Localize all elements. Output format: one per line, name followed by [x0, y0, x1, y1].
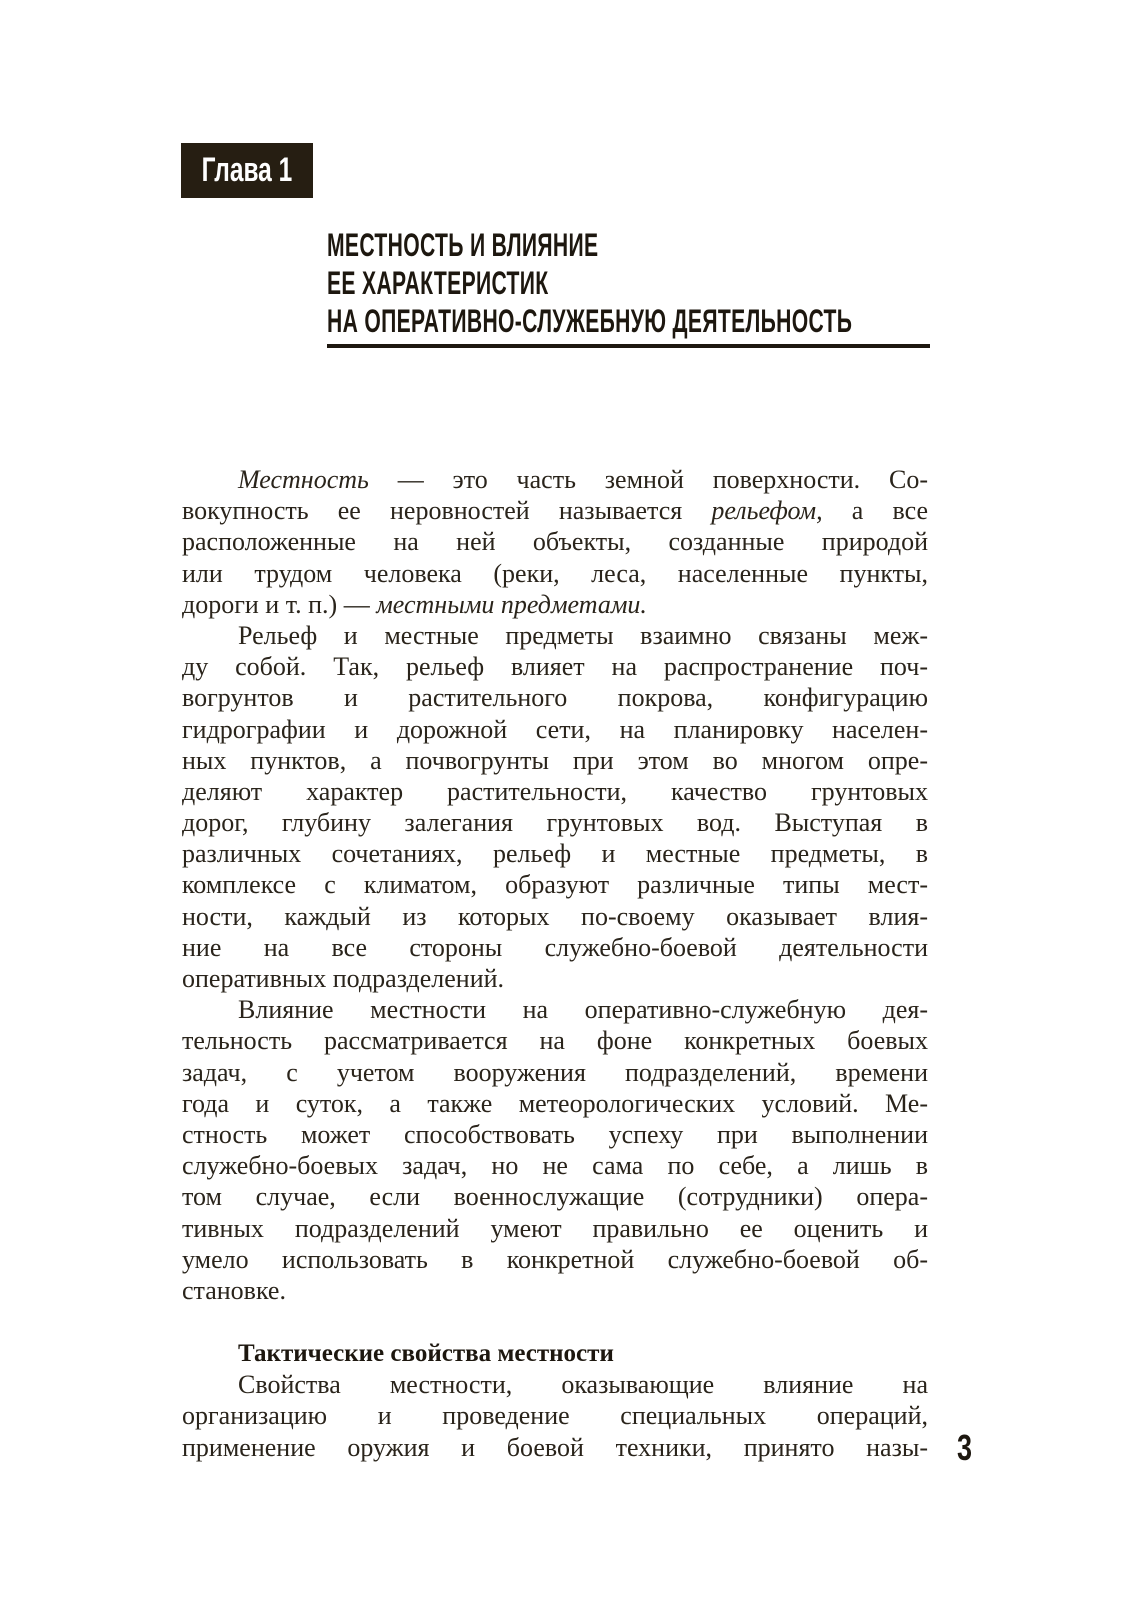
text-line: ние на все стороны служебно-боевой деятельности: [182, 932, 928, 962]
text-line: становке.: [182, 1275, 286, 1305]
text-line: применение оружия и боевой техники, принято назы-: [182, 1432, 928, 1462]
term-emphasis: рельефом,: [711, 496, 823, 526]
text-line: вогрунтов и растительного покрова, конфигурацию: [182, 683, 928, 713]
text-line: задач, с учетом вооружения подразделений, времени: [182, 1057, 928, 1087]
text-line: оперативных подразделений.: [182, 964, 505, 993]
chapter-title-line: НА ОПЕРАТИВНО-СЛУЖЕБНУЮ ДЕЯТЕЛЬНОСТЬ: [327, 303, 853, 339]
title-underline-rule: [327, 344, 930, 348]
text-line: Свойства местности, оказывающие влияние на: [238, 1370, 928, 1400]
text-line: вокупность ее неровностей называется рельефом, а все: [182, 496, 928, 526]
text-line: тельность рассматривается на фоне конкретных боевых: [182, 1026, 928, 1056]
text-line: различных сочетаниях, рельеф и местные предметы, в: [182, 839, 928, 869]
text-line: стность может способствовать успеху при выполнении: [182, 1119, 928, 1149]
paragraph-3: [182, 994, 928, 1306]
text-line: ности, каждый из которых по-своему оказывает влия-: [182, 901, 928, 931]
chapter-title-line: МЕСТНОСТЬ И ВЛИЯНИЕ: [327, 227, 599, 263]
term-emphasis: Местность: [238, 465, 369, 494]
text-line: комплексе с климатом, образуют различные типы мест-: [182, 870, 928, 900]
text-line: Влияние местности на оперативно-служебную дея-: [238, 995, 928, 1025]
text-line: или трудом человека (реки, леса, населенные пункты,: [182, 558, 928, 588]
body-text: [182, 464, 928, 1463]
text-line: ных пунктов, а почвогрунты при этом во многом опре-: [182, 745, 928, 775]
text-line: организацию и проведение специальных операций,: [182, 1401, 928, 1431]
section-subheading: Тактические свойства местности: [238, 1340, 614, 1368]
text-line: дороги и т. п.) — местными предметами.: [182, 589, 647, 619]
paragraph-4: [182, 1369, 928, 1463]
text-line: тивных подразделений умеют правильно ее оценить и: [182, 1213, 928, 1243]
text-line: служебно-боевых задач, но не сама по себе, а лишь в: [182, 1151, 928, 1181]
chapter-title: [327, 226, 930, 340]
paragraph-2: [182, 620, 928, 994]
chapter-title-line: ЕЕ ХАРАКТЕРИСТИК: [327, 265, 549, 301]
text-line: ду собой. Так, рельеф влияет на распространение поч-: [182, 652, 928, 682]
chapter-label-text: Глава 1: [201, 151, 293, 189]
text-line: года и суток, а также метеорологических условий. Ме-: [182, 1088, 928, 1118]
paragraph-1: [182, 464, 928, 620]
text-line: гидрографии и дорожной сети, на планировку населен-: [182, 714, 928, 744]
text-line: Местность — это часть земной поверхности. Со-: [238, 465, 928, 494]
chapter-label: [181, 143, 313, 198]
text-line: том случае, если военнослужащие (сотрудники) опера-: [182, 1182, 928, 1212]
page-number: 3: [957, 1427, 973, 1468]
term-emphasis: местными предметами.: [376, 589, 647, 619]
text-line: расположенные на ней объекты, созданные природой: [182, 527, 928, 557]
text-line: умело использовать в конкретной служебно-боевой об-: [182, 1244, 928, 1274]
text-line: деляют характер растительности, качество грунтовых: [182, 776, 928, 806]
text-line: Рельеф и местные предметы взаимно связаны меж-: [238, 620, 928, 650]
text-line: дорог, глубину залегания грунтовых вод. Выступая в: [182, 808, 928, 838]
